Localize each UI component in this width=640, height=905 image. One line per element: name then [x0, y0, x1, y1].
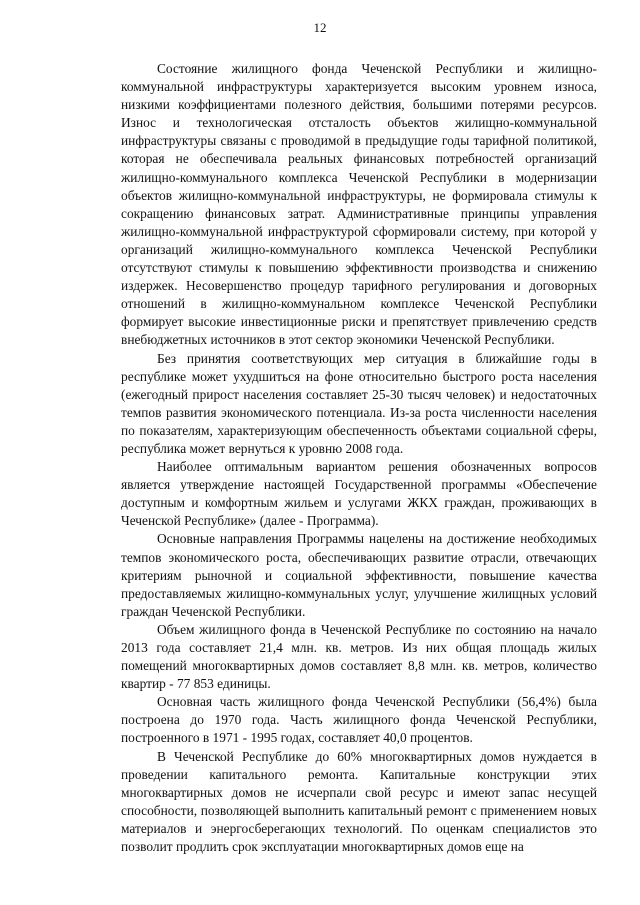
page-number: 12 — [313, 20, 327, 35]
paragraph-program-directions: Основные направления Программы нацелены на достижение необходимых темпов экономического роста, обеспечивающих развитие отрасли, отвечающих критериям рыночной и социальной эффективности, повышение качества предоставляемых жилищно-коммунальных услуг, улучшение жилищных условий граждан Чеченской Республики. — [121, 531, 597, 619]
paragraph-housing-volume: Объем жилищного фонда в Чеченской Республике по состоянию на начало 2013 года составляет 21,4 млн. кв. метров. Из них общая площадь жилых помещений многоквартирных домов составляет 8,8 млн. кв. метров, количество квартир - 77 853 единицы. — [121, 621, 597, 692]
paragraph-program-approval: Наиболее оптимальным вариантом решения обозначенных вопросов является утверждение настоящей Государственной программы «Обеспечение доступным и комфортным жильем и услугами ЖКХ граждан, проживающих в Чеченской Республике» (далее - Программа). — [121, 459, 597, 529]
paragraph-population-growth: Без принятия соответствующих мер ситуация в ближайшие годы в республике может ухудшиться на фоне относительно быстрого роста населения (ежегодный прирост населения составляет 25-30 тысяч человек) и недостаточных темпов развития экономического потенциала. Из-за роста численности населения по показателям, характеризующим обеспеченность объектами социальной сферы, республика может вернуться к уровню 2008 года. — [121, 350, 597, 456]
body-text — [121, 60, 597, 856]
paragraph-housing-age: Основная часть жилищного фонда Чеченской Республики (56,4%) была построена до 1970 года. Часть жилищного фонда Чеченской Республики, построенного в 1971 - 1995 годах, составляет 40,0 процентов. — [121, 694, 597, 746]
paragraph-capital-repair: В Чеченской Республике до 60% многоквартирных домов нуждается в проведении капитального ремонта. Капитальные конструкции этих многоквартирных домов не исчерпали свой ресурс и имеют запас несущей способности, позволяющей выполнить капитальный ремонт с применением новых материалов и энергосберегающих технологий. По оценкам специалистов это позволит продлить срок эксплуатации многоквартирных домов еще на — [121, 748, 597, 855]
paragraph-housing-state: Состояние жилищного фонда Чеченской Республики и жилищно-коммунальной инфраструктуры характеризуется высоким уровнем износа, низкими коэффициентами полезного действия, большими потерями ресурсов. Износ и технологическая отсталость объектов жилищно-коммунальной инфраструктуры связаны с проводимой в предыдущие годы тарифной политикой, которая не обеспечивала реальных финансовых потребностей организаций жилищно-коммунального комплекса Чеченской Республики в модернизации объектов жилищно-коммунальной инфраструктуры, не формировала стимулы к сокращению финансовых затрат. Административные принципы управления жилищно-коммунальной инфраструктурой сформировали систему, при которой у организаций жилищно-коммунального комплекса Чеченской Республики отсутствуют стимулы к повышению эффективности производства и снижению издержек. Несовершенство процедур тарифного регулирования и договорных отношений в жилищно-коммунальном комплексе Чеченской Республики формирует высокие инвестиционные риски и препятствует привлечению средств внебюджетных источников в этот сектор экономики Чеченской Республики. — [121, 61, 597, 348]
